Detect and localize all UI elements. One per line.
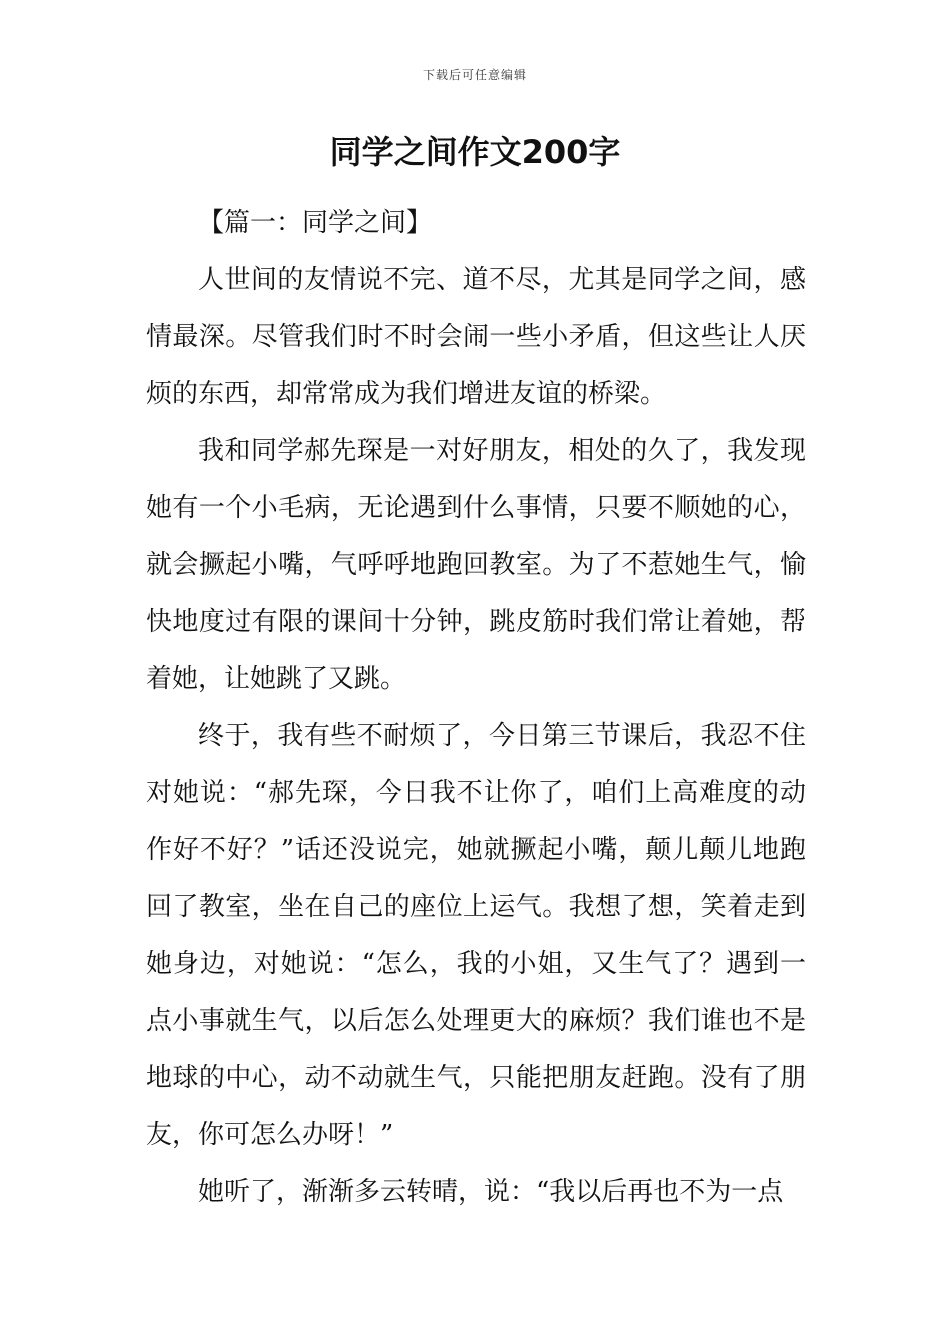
document-body [146, 195, 806, 1221]
paragraph-3: 终于，我有些不耐烦了，今日第三节课后，我忍不住对她说：“郝先琛，今日我不让你了，咱们上高难度的动作好不好？”话还没说完，她就撅起小嘴，颠儿颠儿地跑回了教室，坐在自己的座位上运气。我想了想，笑着走到她身边，对她说：“怎么，我的小姐，又生气了？遇到一点小事就生气，以后怎么处理更大的麻烦？我们谁也不是地球的中心，动不动就生气，只能把朋友赶跑。没有了朋友，你可怎么办呀！” [146, 721, 806, 1150]
paragraph-4: 她听了，渐渐多云转晴，说：“我以后再也不为一点 [198, 1177, 784, 1207]
document-title: 同学之间作文200字 [329, 133, 621, 171]
paragraph-2: 我和同学郝先琛是一对好朋友，相处的久了，我发现她有一个小毛病，无论遇到什么事情，只要不顺她的心，就会撅起小嘴，气呼呼地跑回教室。为了不惹她生气，愉快地度过有限的课间十分钟，跳皮筋时我们常让着她，帮着她，让她跳了又跳。 [146, 436, 806, 694]
paragraph-1: 人世间的友情说不完、道不尽，尤其是同学之间，感情最深。尽管我们时不时会闹一些小矛盾，但这些让人厌烦的东西，却常常成为我们增进友谊的桥梁。 [146, 265, 806, 409]
section-heading: 【篇一：同学之间】 [198, 208, 433, 238]
page-header-note: 下载后可任意编辑 [422, 68, 527, 82]
